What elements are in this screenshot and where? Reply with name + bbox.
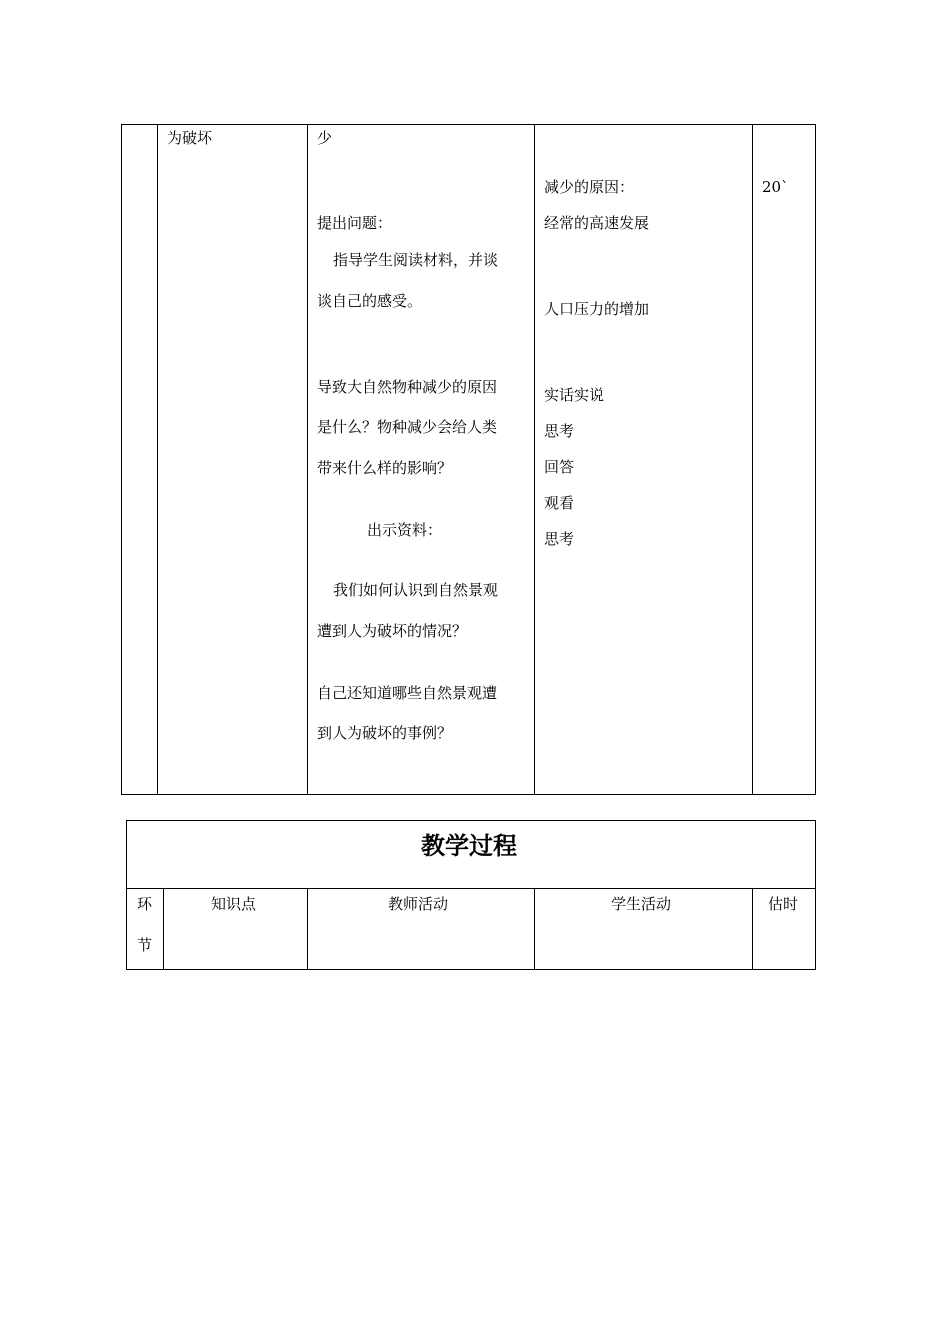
knowledge-cell-text: 为破坏 <box>167 129 213 147</box>
table1-border-left <box>121 124 122 795</box>
table-title: 教学过程 <box>421 832 517 860</box>
table1-border-bottom <box>121 794 816 795</box>
table2-title-separator <box>126 888 816 889</box>
header-section: 环 <box>137 895 153 913</box>
header-student-activity: 学生活动 <box>611 895 672 913</box>
table1-divider-1 <box>157 124 158 795</box>
table1-border-top <box>121 124 816 125</box>
time-estimate: 20` <box>762 178 789 196</box>
teacher-line: 自己还知道哪些自然景观遭 <box>317 684 498 702</box>
teacher-line: 是什么？物种减少会给人类 <box>317 418 498 436</box>
table2-border-top <box>126 820 816 821</box>
header-section: 节 <box>137 936 153 954</box>
teacher-line: 带来什么样的影响？ <box>317 459 453 477</box>
teacher-line: 导致大自然物种减少的原因 <box>317 378 498 396</box>
table2-divider-3 <box>534 888 535 970</box>
table2-divider-1 <box>163 888 164 970</box>
table1-border-right <box>815 124 816 795</box>
teacher-line: 提出问题： <box>317 214 393 232</box>
teacher-line: 遭到人为破坏的情况？ <box>317 622 468 640</box>
teacher-line: 出示资料： <box>367 521 443 539</box>
teacher-line: 指导学生阅读材料，并谈 <box>333 251 499 269</box>
student-line: 思考 <box>544 422 575 440</box>
table1-divider-4 <box>752 124 753 795</box>
teacher-line: 我们如何认识到自然景观 <box>333 581 499 599</box>
student-line: 减少的原因： <box>544 178 635 196</box>
teacher-line: 少 <box>317 129 333 147</box>
header-knowledge: 知识点 <box>211 895 257 913</box>
student-line: 观看 <box>544 494 575 512</box>
table2-border-right <box>815 820 816 970</box>
teacher-line: 谈自己的感受。 <box>317 292 423 310</box>
student-line: 经常的高速发展 <box>544 214 650 232</box>
student-line: 人口压力的增加 <box>544 300 650 318</box>
table2-divider-4 <box>752 888 753 970</box>
student-line: 回答 <box>544 458 575 476</box>
header-time: 估时 <box>768 895 799 913</box>
student-line: 思考 <box>544 530 575 548</box>
table1-divider-3 <box>534 124 535 795</box>
table2-border-bottom <box>126 969 816 970</box>
teacher-line: 到人为破坏的事例？ <box>317 724 453 742</box>
table2-divider-2 <box>307 888 308 970</box>
table2-border-left <box>126 820 127 970</box>
header-teacher-activity: 教师活动 <box>388 895 449 913</box>
table1-divider-2 <box>307 124 308 795</box>
student-line: 实话实说 <box>544 386 605 404</box>
